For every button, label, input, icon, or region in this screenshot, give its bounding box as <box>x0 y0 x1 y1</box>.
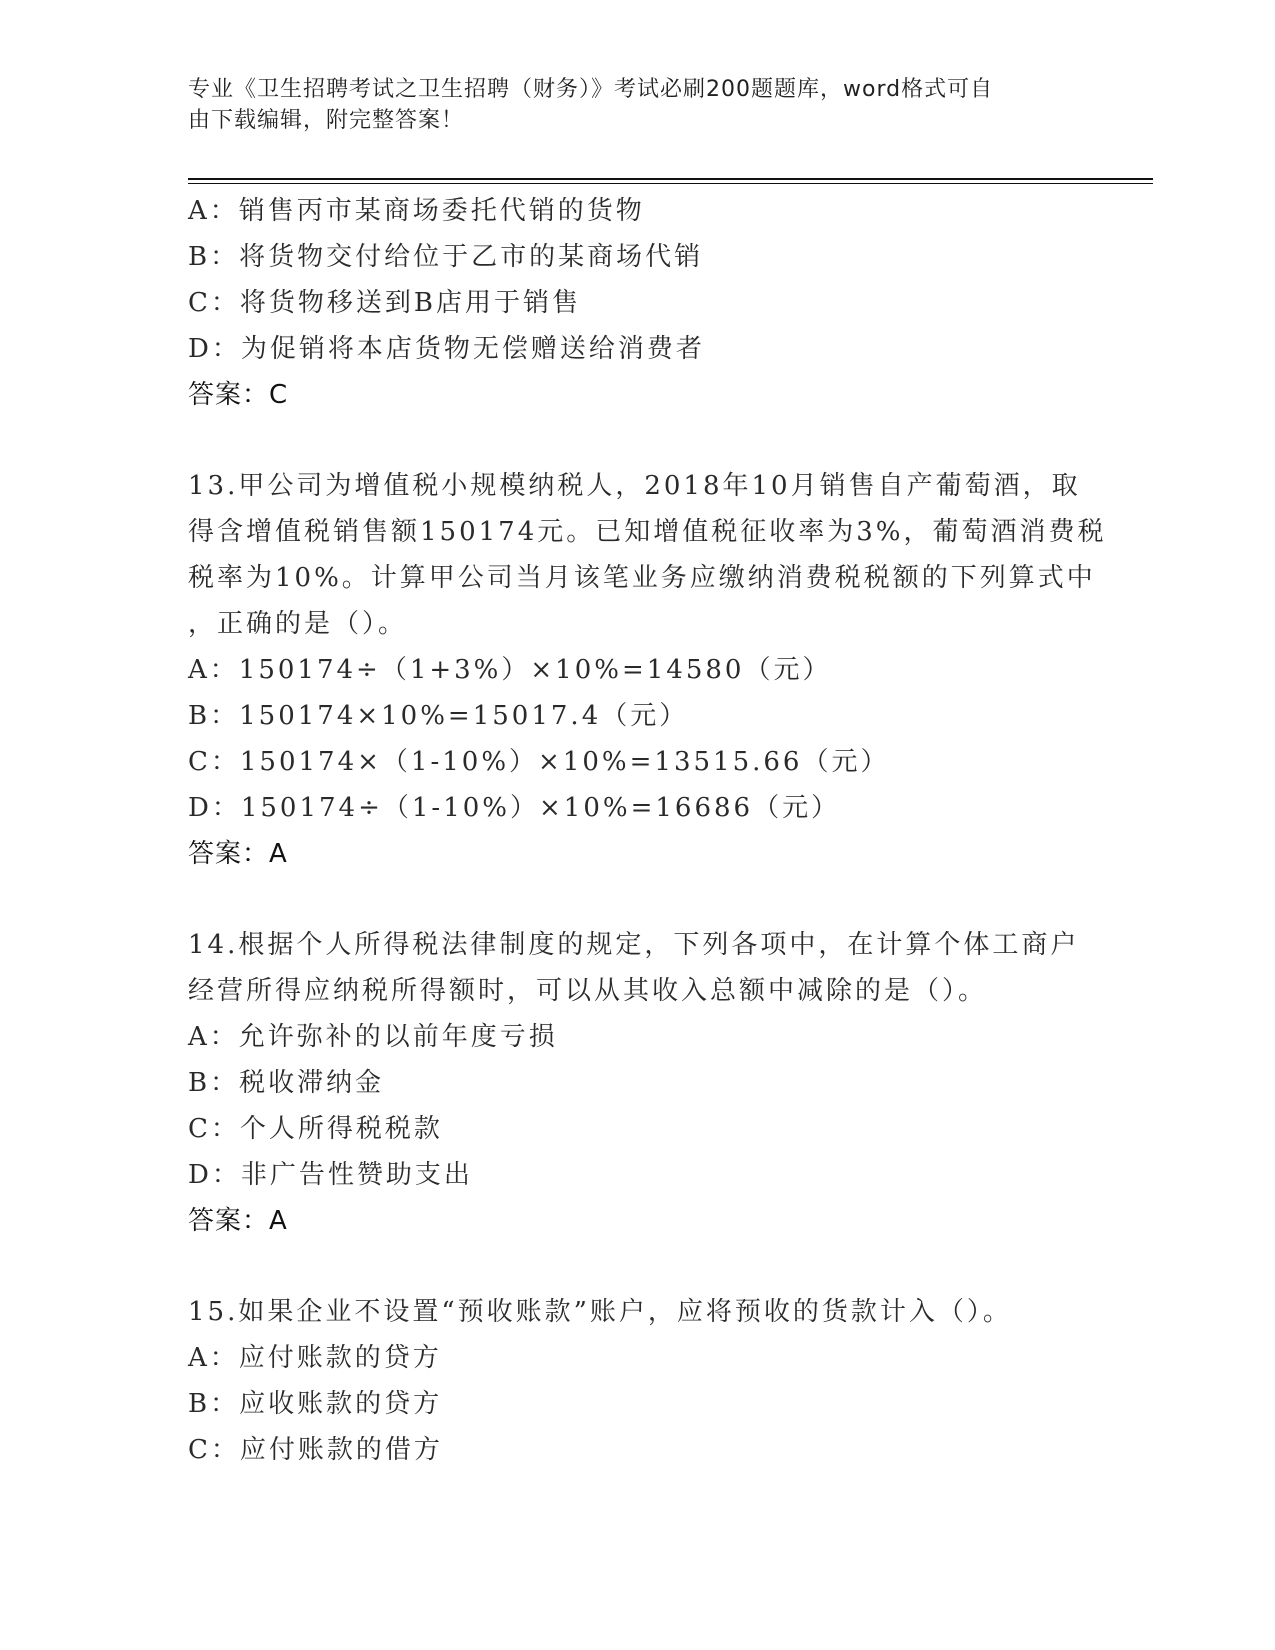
option-b: B：应收账款的贷方 <box>188 1389 443 1419</box>
answer: 答案：C <box>188 380 289 410</box>
option-c: C：应付账款的借方 <box>188 1435 443 1465</box>
option-d: D：150174÷（1-10%）×10%=16686（元） <box>188 793 841 823</box>
option-d: D：为促销将本店货物无偿赠送给消费者 <box>188 334 705 364</box>
option-a: A：允许弥补的以前年度亏损 <box>188 1022 558 1052</box>
option-c: C：将货物移送到B店用于销售 <box>188 288 582 318</box>
question-13 <box>188 463 1107 877</box>
question-stem: 税率为10%。计算甲公司当月该笔业务应缴纳消费税税额的下列算式中 <box>188 563 1096 593</box>
header-line-2: 由下载编辑，附完整答案！ <box>188 108 465 133</box>
option-b: B：150174×10%=15017.4（元） <box>188 701 689 731</box>
question-15 <box>188 1289 1088 1473</box>
question-stem: 15.如果企业不设置“预收账款”账户，应将预收的货款计入（）。 <box>188 1297 1012 1327</box>
question-stem: 14.根据个人所得税法律制度的规定，下列各项中，在计算个体工商户 <box>188 930 1080 960</box>
question-14 <box>188 922 1088 1244</box>
answer: 答案：A <box>188 1206 288 1236</box>
option-a: A：销售丙市某商场委托代销的货物 <box>188 196 645 226</box>
question-list <box>188 188 1107 1473</box>
question-stem: 得含增值税销售额150174元。已知增值税征收率为3%，葡萄酒消费税 <box>188 517 1107 547</box>
option-c: C：150174×（1-10%）×10%=13515.66（元） <box>188 747 890 777</box>
question-stem: 13.甲公司为增值税小规模纳税人，2018年10月销售自产葡萄酒，取 <box>188 471 1081 501</box>
option-b: B：税收滞纳金 <box>188 1068 385 1098</box>
answer: 答案：A <box>188 839 288 869</box>
header-rule-thick <box>188 178 1153 180</box>
question-stem: ，正确的是（）。 <box>188 609 408 639</box>
option-c: C：个人所得税税款 <box>188 1114 443 1144</box>
option-b: B：将货物交付给位于乙市的某商场代销 <box>188 242 704 272</box>
document-header <box>188 74 1068 136</box>
question-stem: 经营所得应纳税所得额时，可以从其收入总额中减除的是（）。 <box>188 976 988 1006</box>
header-line-1: 专业《卫生招聘考试之卫生招聘（财务）》考试必刷200题题库，word格式可自 <box>188 77 994 102</box>
option-a: A：应付账款的贷方 <box>188 1343 442 1373</box>
option-a: A：150174÷（1+3%）×10%=14580（元） <box>188 655 832 685</box>
header-rule-thin <box>188 183 1153 184</box>
question-12 <box>188 188 1088 418</box>
option-d: D：非广告性赞助支出 <box>188 1160 473 1190</box>
